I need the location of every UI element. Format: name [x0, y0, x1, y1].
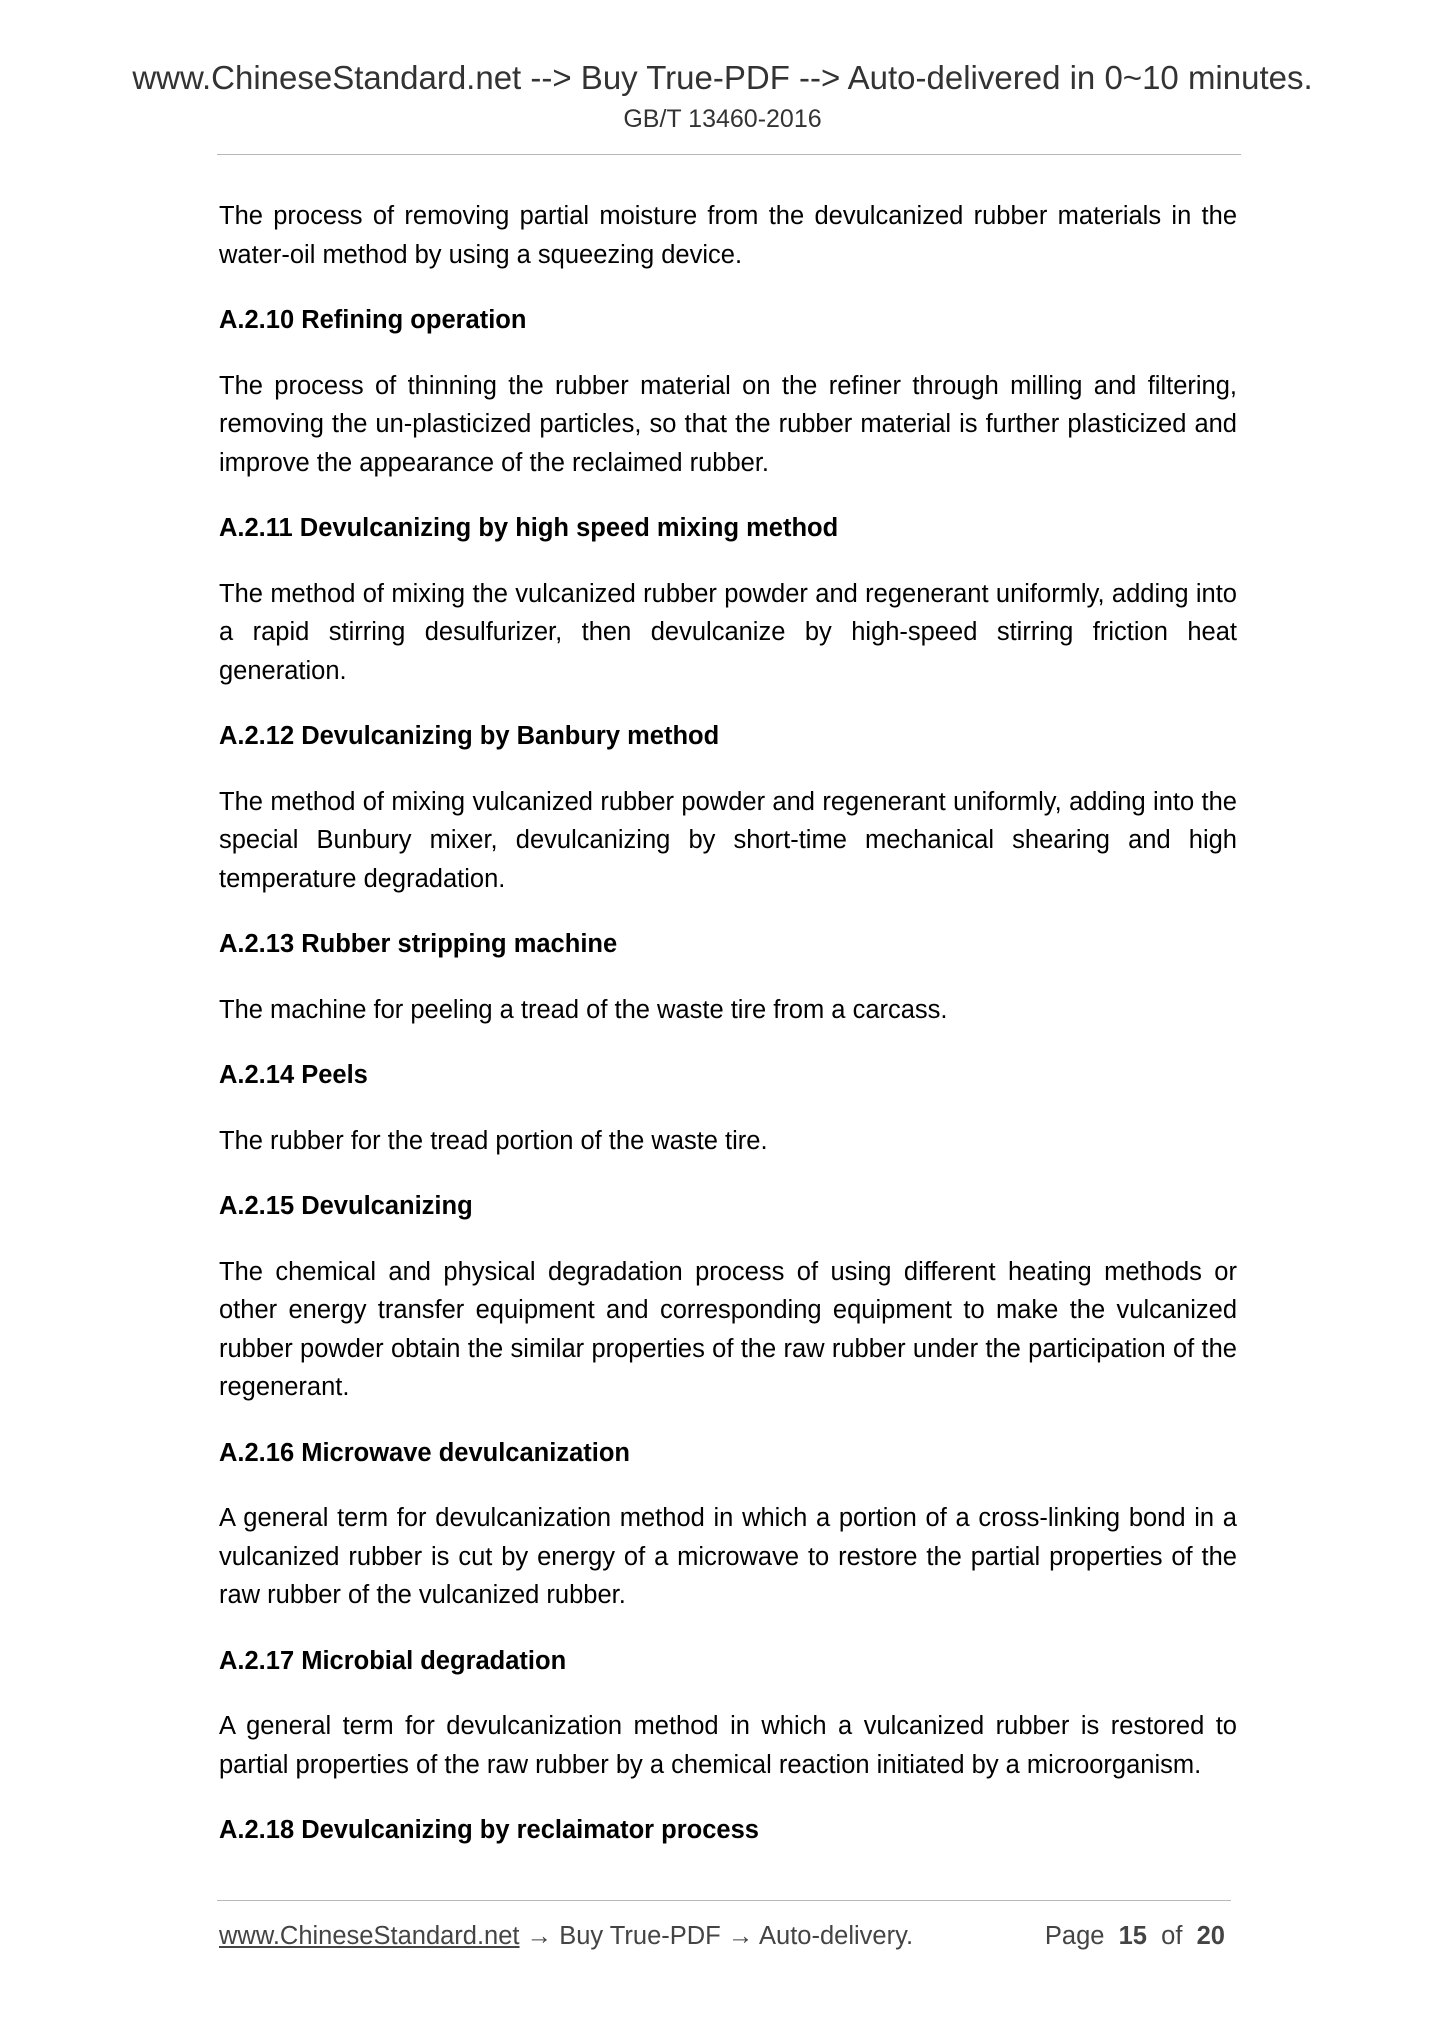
page-number: 15	[1118, 1922, 1147, 1950]
footer-promo	[219, 1918, 913, 1954]
section-heading-a-2-14: A.2.14 Peels	[219, 1061, 368, 1089]
section-heading-a-2-11: A.2.11 Devulcanizing by high speed mixing method	[219, 514, 839, 542]
section-heading-a-2-17: A.2.17 Microbial degradation	[219, 1646, 567, 1675]
section-heading-a-2-18: A.2.18 Devulcanizing by reclaimator process	[219, 1816, 759, 1844]
page-indicator	[1045, 1918, 1225, 1954]
header-divider	[217, 154, 1241, 155]
section-body-a-2-12: The method of mixing vulcanized rubber powder and regenerant uniformly, adding into the special Bunbury mixer, devulcanizing by short-time mechanical shearing and high temperature degradation.	[219, 787, 1237, 893]
document-body	[219, 197, 1237, 1877]
section-heading-a-2-16: A.2.16 Microwave devulcanization	[219, 1438, 630, 1467]
standard-code: GB/T 13460-2016	[623, 105, 822, 133]
section-heading-a-2-12: A.2.12 Devulcanizing by Banbury method	[219, 722, 720, 750]
section-body-a-2-11: The method of mixing the vulcanized rubber powder and regenerant uniformly, adding into a rapid stirring desulfurizer, then devulcanize by high-speed stirring friction heat generation.	[219, 579, 1237, 685]
footer-buy-text: Buy True-PDF	[559, 1922, 721, 1950]
section-heading-a-2-15: A.2.15 Devulcanizing	[219, 1192, 473, 1220]
footer-divider	[217, 1900, 1231, 1901]
of-label: of	[1161, 1922, 1183, 1950]
section-body-a-2-10: The process of thinning the rubber material on the refiner through milling and filtering, removing the un-plasticized particles, so that the rubber material is further plasticized and improve the appearance of the reclaimed rubber.	[219, 371, 1237, 477]
arrow-right-icon: →	[727, 1922, 754, 1950]
section-body-a-2-16: A general term for devulcanization method in which a portion of a cross-linking bond in a vulcanized rubber is cut by energy of a microwave to restore the partial properties of the raw rubber of the vulcanized rubber.	[219, 1504, 1237, 1609]
section-body-a-2-15: The chemical and physical degradation process of using different heating methods or other energy transfer equipment and corresponding equipment to make the vulcanized rubber powder obtain the similar properties of the raw rubber under the participation of the regenerant.	[219, 1257, 1237, 1401]
footer-auto-text: Auto-delivery.	[759, 1922, 914, 1950]
section-heading-a-2-13: A.2.13 Rubber stripping machine	[219, 930, 618, 958]
header-banner: www.ChineseStandard.net --> Buy True-PDF --> Auto-delivered in 0~10 minutes.	[132, 59, 1313, 96]
section-body-a-2-13: The machine for peeling a tread of the waste tire from a carcass.	[219, 995, 948, 1024]
arrow-right-icon: →	[526, 1922, 553, 1950]
section-body-a-2-14: The rubber for the tread portion of the waste tire.	[219, 1126, 768, 1155]
page-total: 20	[1196, 1922, 1225, 1950]
intro-paragraph: The process of removing partial moisture from the devulcanized rubber materials in the water-oil method by using a squeezing device.	[219, 202, 1237, 269]
page-label: Page	[1044, 1922, 1105, 1950]
footer-site-link[interactable]: www.ChineseStandard.net	[219, 1922, 520, 1950]
section-heading-a-2-10: A.2.10 Refining operation	[219, 306, 527, 334]
page-footer	[219, 1918, 1231, 1954]
section-body-a-2-17: A general term for devulcanization method in which a vulcanized rubber is restored to partial properties of the raw rubber by a chemical reaction initiated by a microorganism.	[219, 1712, 1237, 1779]
